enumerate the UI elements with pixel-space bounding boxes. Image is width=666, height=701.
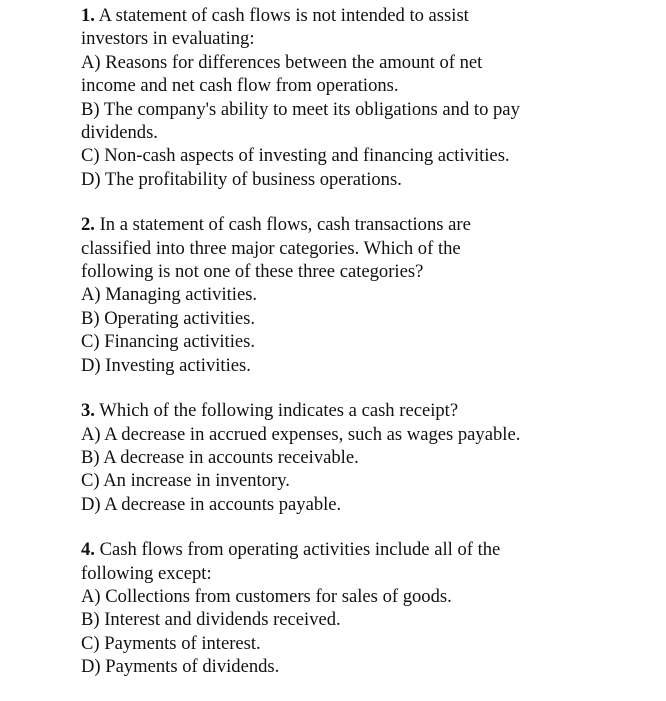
option-line: dividends. bbox=[81, 122, 158, 144]
option-b: B) Operating activities. bbox=[81, 307, 256, 329]
question-stem-text: Which of the following indicates a cash receipt? bbox=[94, 400, 459, 422]
option-b: B) Interest and dividends received. bbox=[81, 609, 341, 631]
option-a: A) Collections from customers for sales of goods. bbox=[81, 585, 452, 607]
option-d: D) A decrease in accounts payable. bbox=[81, 493, 342, 515]
option-c: C) Financing activities. bbox=[81, 331, 256, 353]
question-stem-text: In a statement of cash flows, cash transactions are bbox=[94, 214, 471, 236]
question-number: 2. bbox=[81, 214, 95, 236]
option-d bbox=[81, 168, 661, 191]
question-1 bbox=[81, 4, 661, 191]
question-number: 4. bbox=[81, 539, 95, 561]
option-a bbox=[81, 51, 661, 98]
option-c: C) Payments of interest. bbox=[81, 632, 261, 654]
question-3 bbox=[81, 399, 661, 516]
option-a: A) A decrease in accrued expenses, such as wages payable. bbox=[81, 423, 521, 445]
option-c: C) An increase in inventory. bbox=[81, 470, 290, 492]
question-stem-line: classified into three major categories. Which of the bbox=[81, 237, 461, 259]
question-stem-line bbox=[81, 4, 661, 27]
option-d: D) Investing activities. bbox=[81, 354, 251, 376]
question-stem-line: following except: bbox=[81, 562, 212, 584]
question-stem-line: following is not one of these three categories? bbox=[81, 261, 424, 283]
question-4 bbox=[81, 538, 661, 678]
question-stem-line bbox=[81, 213, 661, 236]
option-line: B) The company's ability to meet its obligations and to pay bbox=[81, 98, 520, 120]
option-line: C) Non-cash aspects of investing and financing activities. bbox=[81, 145, 510, 167]
question-number: 1. bbox=[81, 5, 95, 26]
option-a: A) Managing activities. bbox=[81, 284, 258, 306]
option-b: B) A decrease in accounts receivable. bbox=[81, 446, 359, 468]
option-d: D) Payments of dividends. bbox=[81, 656, 280, 678]
question-stem-text: Cash flows from operating activities include all of the bbox=[94, 539, 501, 561]
question-stem-text: A statement of cash flows is not intended to assist bbox=[94, 5, 469, 26]
question-stem-line bbox=[81, 399, 661, 422]
option-line: A) Reasons for differences between the amount of net bbox=[81, 51, 483, 73]
question-stem-line bbox=[81, 538, 661, 561]
question-2 bbox=[81, 213, 661, 377]
option-c bbox=[81, 144, 661, 167]
option-b bbox=[81, 98, 661, 145]
question-stem-line: investors in evaluating: bbox=[81, 28, 255, 50]
option-line: D) The profitability of business operations. bbox=[81, 168, 402, 190]
question-document bbox=[81, 4, 661, 701]
option-line: income and net cash flow from operations. bbox=[81, 75, 399, 97]
question-number: 3. bbox=[81, 400, 95, 422]
